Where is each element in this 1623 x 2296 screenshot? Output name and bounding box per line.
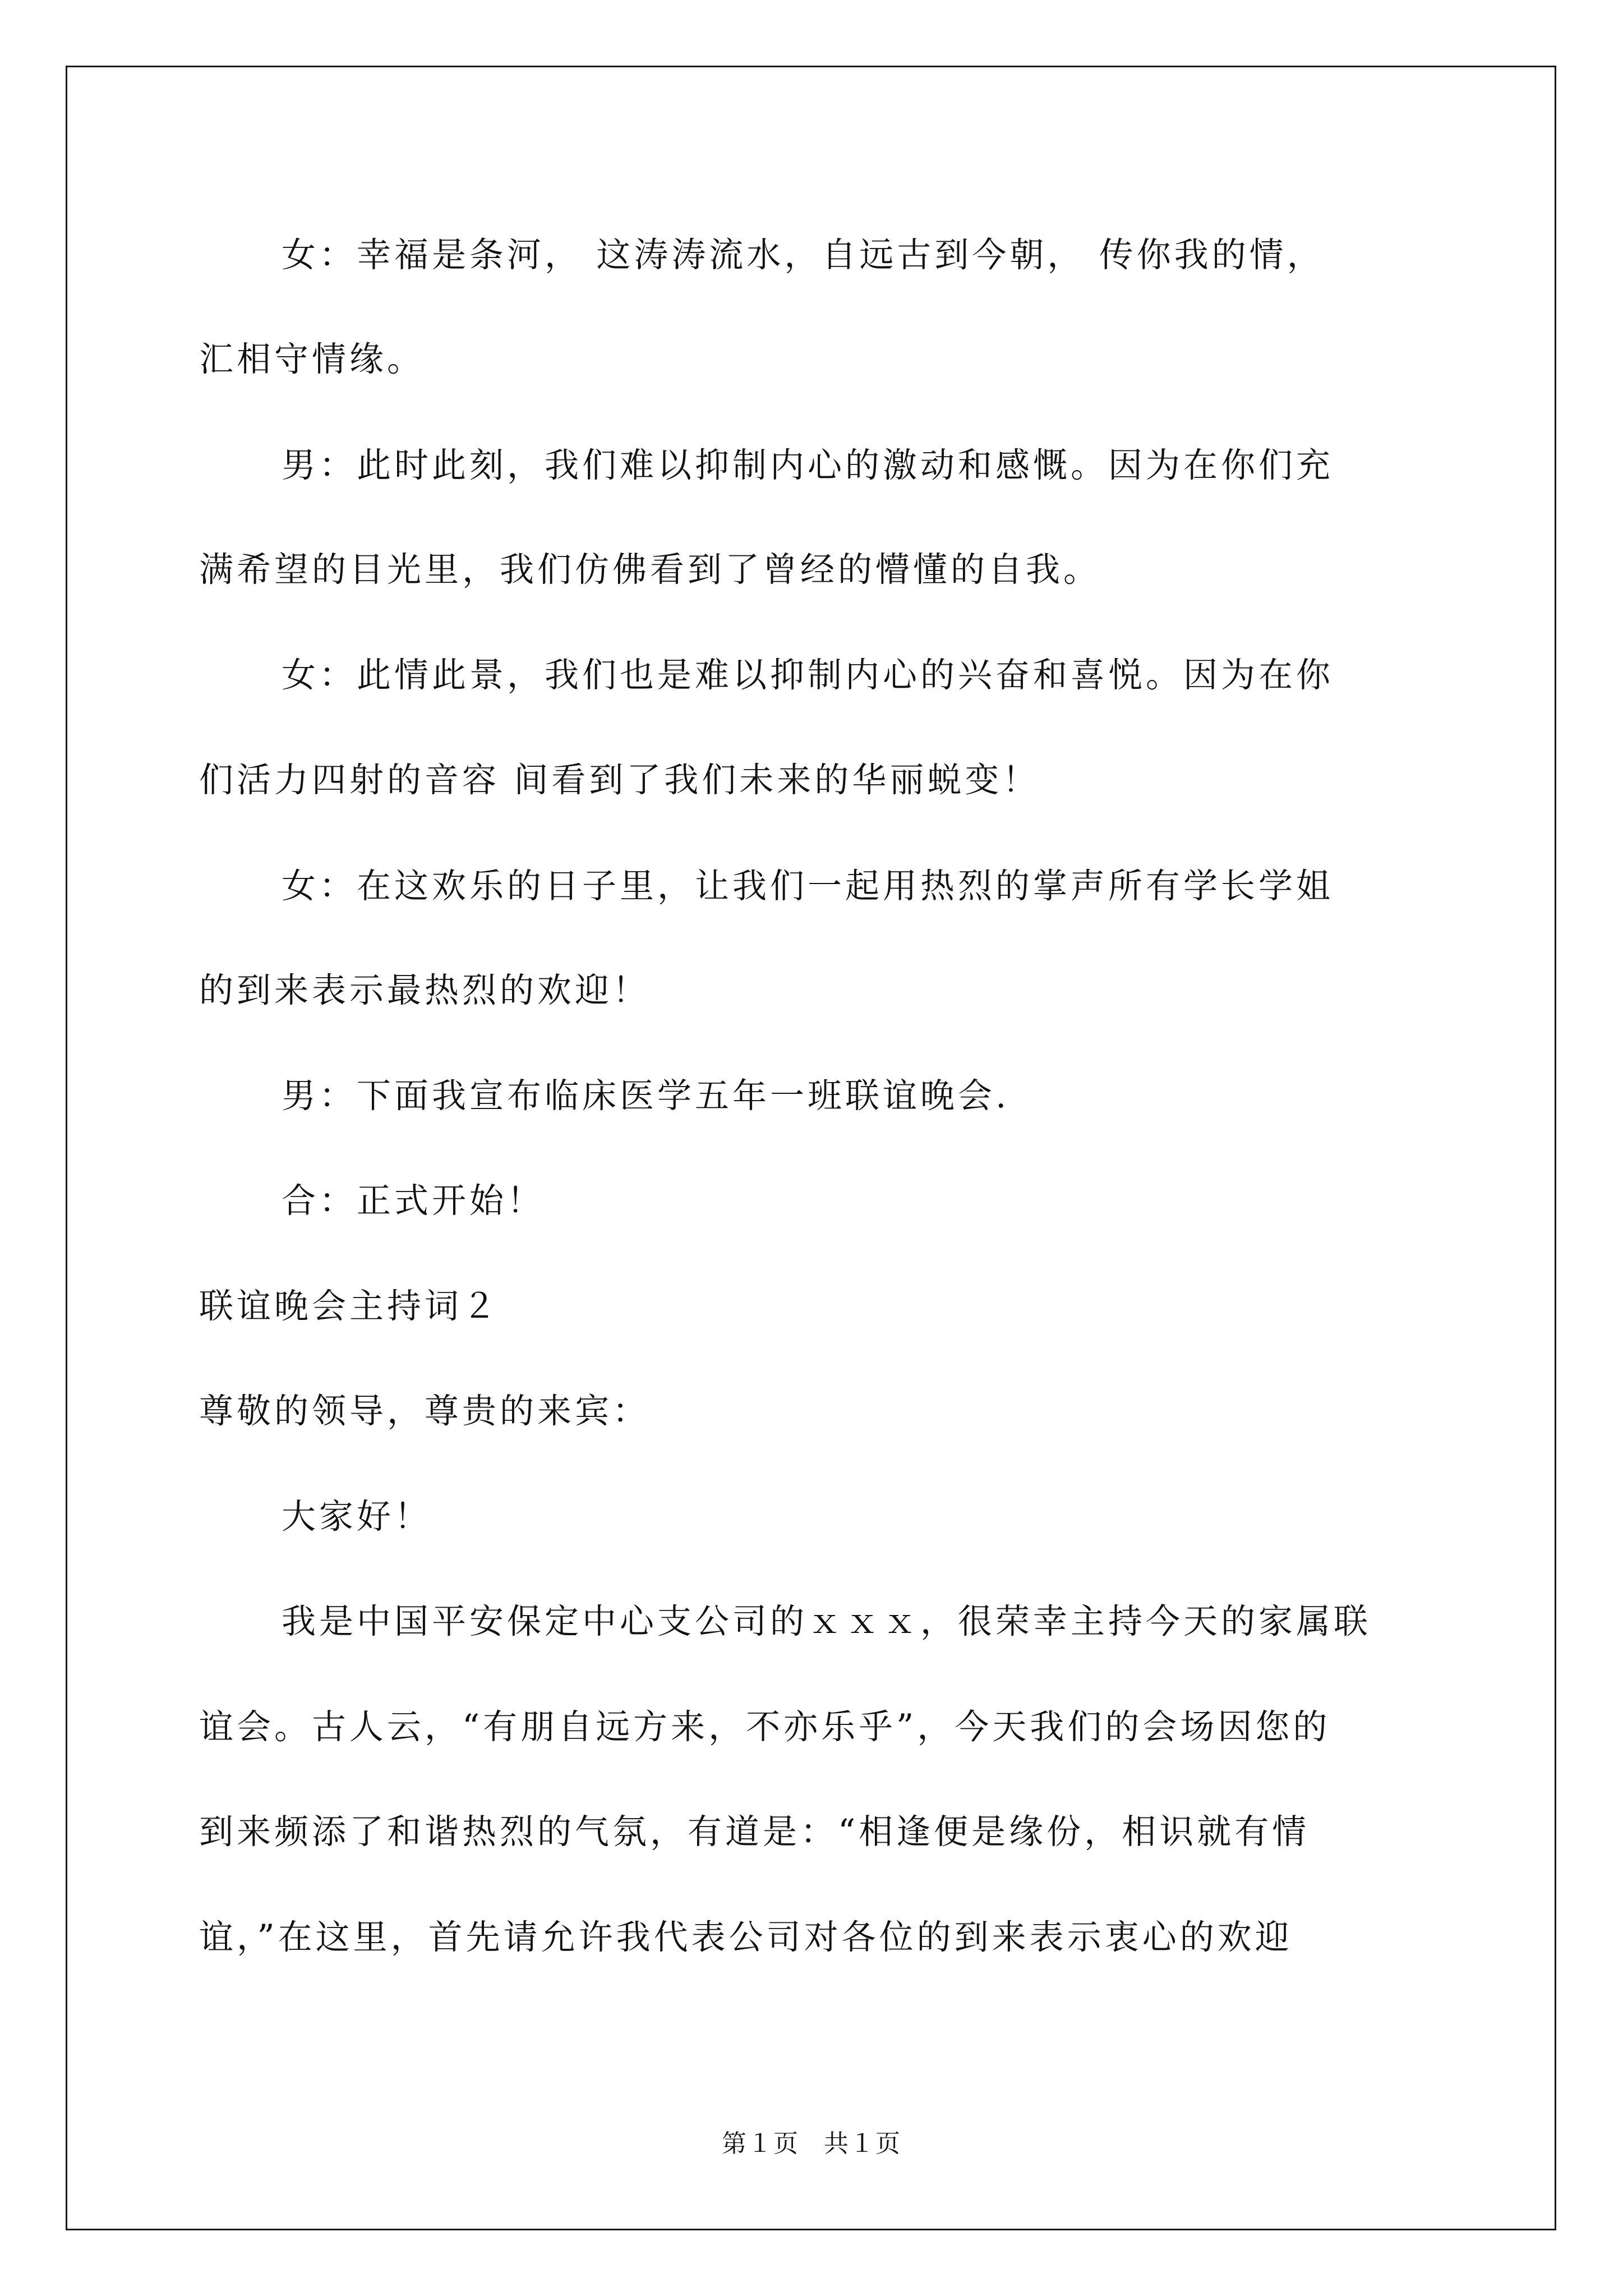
paragraph-line: 男：此时此刻，我们难以抑制内心的激动和感慨。因为在你们充 bbox=[282, 445, 1334, 485]
paragraph-line: 满希望的目光里，我们仿佛看到了曾经的懵懂的自我。 bbox=[199, 550, 1101, 590]
page-footer bbox=[0, 2128, 1623, 2160]
salutation: 尊敬的领导，尊贵的来宾： bbox=[199, 1391, 651, 1431]
paragraph-line: 我是中国平安保定中心支公司的ｘｘｘ，很荣幸主持今天的家属联 bbox=[282, 1602, 1372, 1641]
paragraph-line: 女：此情此景，我们也是难以抑制内心的兴奋和喜悦。因为在你 bbox=[282, 655, 1334, 695]
page-number: 第１页 bbox=[722, 2129, 799, 2158]
paragraph-line: 汇相守情缘。 bbox=[199, 339, 425, 379]
paragraph-line: 的到来表示最热烈的欢迎！ bbox=[199, 970, 651, 1010]
paragraph-line: 谊，”在这里，首先请允许我代表公司对各位的到来表示衷心的欢迎 bbox=[199, 1917, 1293, 1957]
page-border bbox=[66, 66, 1556, 2230]
greeting: 大家好！ bbox=[282, 1497, 432, 1536]
paragraph-line: 男：下面我宣布临床医学五年一班联谊晚会. bbox=[282, 1076, 1010, 1116]
paragraph-line: 女：幸福是条河， 这涛涛流水，自远古到今朝， 传你我的情， bbox=[282, 235, 1325, 275]
page-total: 共１页 bbox=[824, 2129, 901, 2158]
section-heading: 联谊晚会主持词２ bbox=[199, 1286, 500, 1326]
paragraph-line: 女：在这欢乐的日子里，让我们一起用热烈的掌声所有学长学姐 bbox=[282, 866, 1334, 906]
paragraph-line: 们活力四射的音容 间看到了我们未来的华丽蜕变！ bbox=[199, 760, 1040, 800]
paragraph-line: 到来频添了和谐热烈的气氛，有道是：“相逢便是缘份，相识就有情 bbox=[199, 1812, 1310, 1852]
paragraph-line: 谊会。古人云，“有朋自远方来，不亦乐乎”，今天我们的会场因您的 bbox=[199, 1707, 1331, 1747]
paragraph-line: 合：正式开始！ bbox=[282, 1181, 545, 1221]
